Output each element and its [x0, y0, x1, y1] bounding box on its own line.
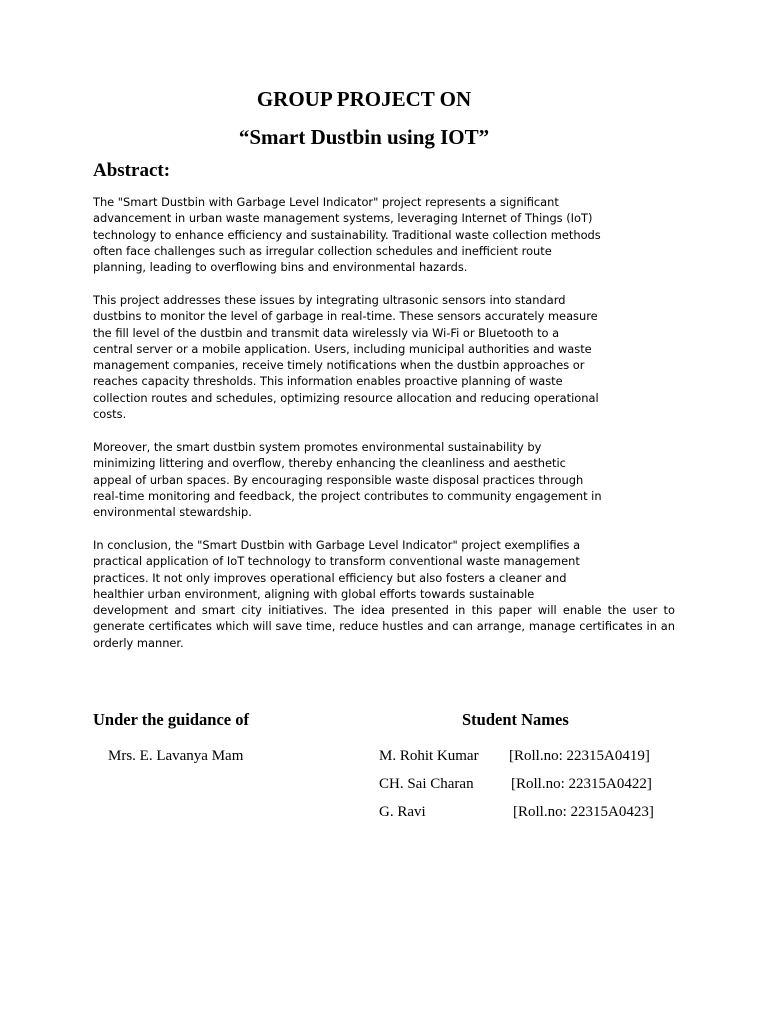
text-line: collection routes and schedules, optimizing resource allocation and reducing operational — [93, 390, 599, 405]
guidance-heading: Under the guidance of — [93, 710, 249, 729]
abstract-heading: Abstract: — [93, 160, 171, 181]
student-name: M. Rohit Kumar — [379, 748, 479, 764]
abstract-paragraph-2 — [93, 292, 599, 422]
text-line: generate certificates which will save time, reduce hustles and can arrange, manage certificates in an — [93, 619, 675, 634]
abstract-paragraph-1 — [93, 194, 601, 275]
text-line: minimizing littering and overflow, thereby enhancing the cleanliness and aesthetic — [93, 456, 566, 471]
text-line: advancement in urban waste management systems, leveraging Internet of Things (IoT) — [93, 211, 593, 226]
text-line: real-time monitoring and feedback, the project contributes to community engagement in — [93, 488, 602, 503]
text-line: appeal of urban spaces. By encouraging responsible waste disposal practices through — [93, 472, 584, 487]
guide-name: Mrs. E. Lavanya Mam — [108, 748, 244, 764]
text-line: the fill level of the dustbin and transmit data wirelessly via Wi-Fi or Bluetooth to a — [93, 325, 560, 340]
student-roll-number: [Roll.no: 22315A0423] — [513, 804, 654, 820]
text-line: orderly manner. — [93, 635, 184, 650]
student-roll-number: [Roll.no: 22315A0419] — [509, 748, 650, 764]
project-title: “Smart Dustbin using IOT” — [238, 125, 490, 149]
text-line: costs. — [93, 407, 127, 422]
abstract-paragraph-4 — [93, 537, 675, 651]
text-line: Moreover, the smart dustbin system promotes environmental sustainability by — [93, 440, 542, 454]
text-line: The "Smart Dustbin with Garbage Level Indicator" project represents a significant — [93, 195, 559, 209]
text-line: technology to enhance efficiency and sustainability. Traditional waste collection methods — [93, 227, 601, 242]
text-line: planning, leading to overflowing bins and environmental hazards. — [93, 260, 468, 275]
text-line: dustbins to monitor the level of garbage in real-time. These sensors accurately measure — [93, 309, 598, 324]
text-line: practices. It not only improves operational efficiency but also fosters a cleaner and — [93, 570, 567, 585]
student-roll-number: [Roll.no: 22315A0422] — [511, 776, 652, 792]
project-heading: GROUP PROJECT ON — [256, 87, 472, 111]
text-line: reaches capacity thresholds. This information enables proactive planning of waste — [93, 374, 563, 389]
text-line: central server or a mobile application. Users, including municipal authorities and waste — [93, 341, 592, 356]
abstract-paragraph-3 — [93, 439, 602, 520]
student-name: CH. Sai Charan — [379, 776, 474, 792]
text-line: healthier urban environment, aligning with global efforts towards sustainable — [93, 586, 535, 601]
student-names-heading: Student Names — [462, 710, 569, 729]
text-line: practical application of IoT technology to transform conventional waste management — [93, 554, 580, 569]
text-line: management companies, receive timely notifications when the dustbin approaches or — [93, 358, 585, 373]
text-line: This project addresses these issues by integrating ultrasonic sensors into standard — [93, 293, 566, 307]
text-line: often face challenges such as irregular collection schedules and inefficient route — [93, 243, 552, 258]
text-line: In conclusion, the "Smart Dustbin with Garbage Level Indicator" project exemplifies a — [93, 538, 581, 552]
text-line: development and smart city initiatives. The idea presented in this paper will enable the user to — [93, 603, 675, 618]
student-name: G. Ravi — [379, 804, 426, 820]
text-line: environmental stewardship. — [93, 505, 252, 520]
